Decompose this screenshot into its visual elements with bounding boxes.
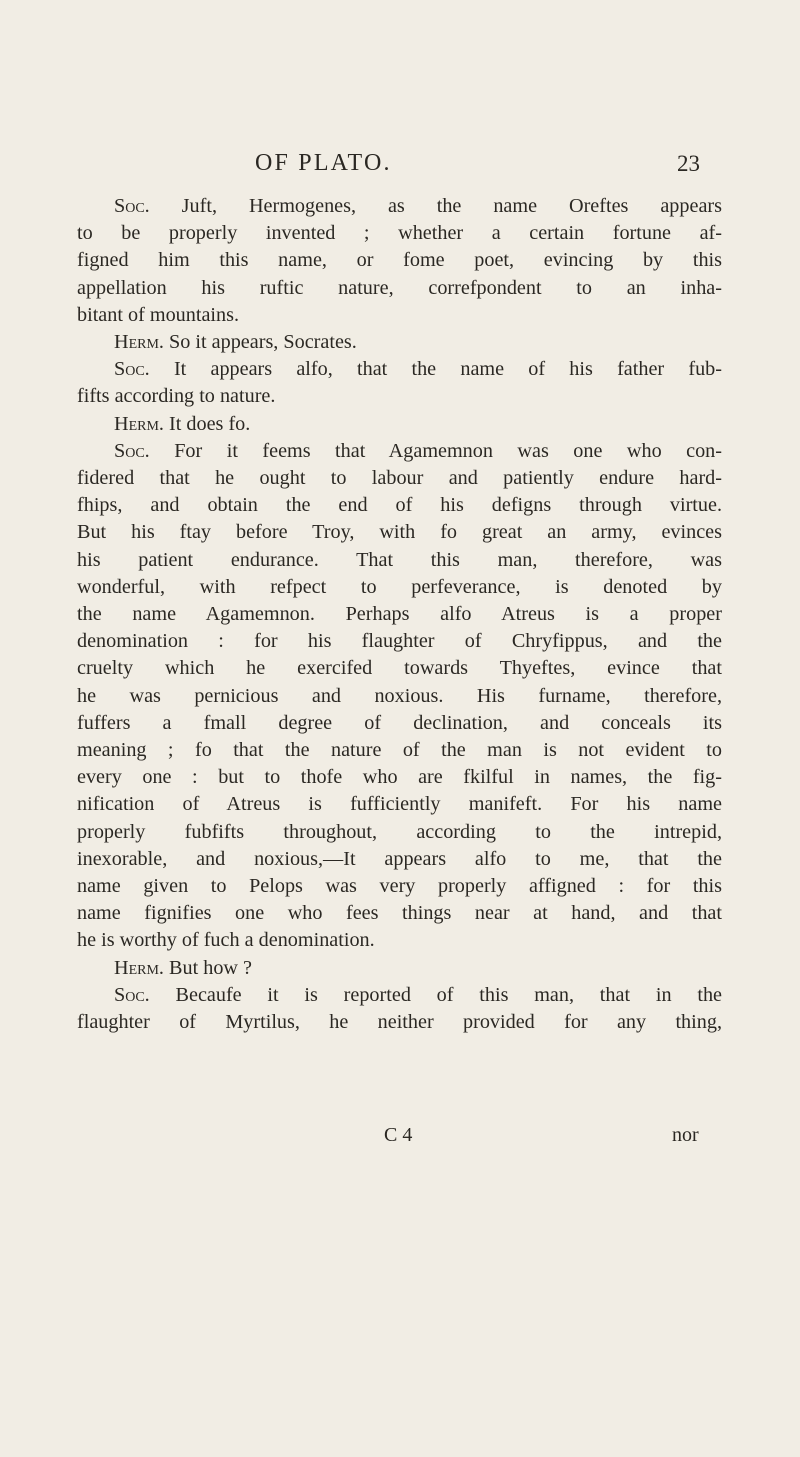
text-line: appellation his ruftic nature, correfpondent to an inha- bbox=[77, 276, 722, 299]
signature-mark: C 4 bbox=[384, 1124, 413, 1146]
speaker-label: Herm. bbox=[114, 956, 164, 979]
text-line: nification of Atreus is fufficiently manifeft. For his name bbox=[77, 793, 722, 816]
speaker-label: Soc. bbox=[114, 195, 150, 217]
text-line: fhips, and obtain the end of his defigns through virtue. bbox=[77, 494, 722, 517]
text-line: fifts according to nature. bbox=[77, 385, 276, 408]
speaker-label: Herm. bbox=[114, 412, 164, 435]
text-line: denomination : for his flaughter of Chryfippus, and the bbox=[77, 630, 722, 653]
text-line: meaning ; fo that the nature of the man is not evident to bbox=[77, 739, 722, 762]
text-line: name fignifies one who fees things near at hand, and that bbox=[77, 902, 722, 925]
text-line: the name Agamemnon. Perhaps alfo Atreus is a proper bbox=[77, 603, 722, 626]
text-line: properly fubfifts throughout, according to the intrepid, bbox=[77, 820, 722, 843]
text-line: flaughter of Myrtilus, he neither provided for any thing, bbox=[77, 1011, 722, 1034]
text-line: Soc. It appears alfo, that the name of his father fub- bbox=[114, 358, 722, 381]
text-line: wonderful, with refpect to perfeverance, is denoted by bbox=[77, 575, 722, 598]
body-text bbox=[77, 193, 722, 1036]
speaker-label: Soc. bbox=[114, 983, 150, 1006]
catchword: nor bbox=[672, 1124, 699, 1146]
text-line: cruelty which he exercifed towards Thyeftes, evince that bbox=[77, 657, 722, 680]
text-line: Herm. But how ? bbox=[114, 956, 253, 979]
text-line: every one : but to thofe who are fkilful in names, the fig- bbox=[77, 766, 722, 789]
text-line: Soc. Juft, Hermogenes, as the name Oreftes appears bbox=[114, 195, 722, 217]
speaker-label: Herm. bbox=[114, 331, 164, 354]
text-line: his patient endurance. That this man, therefore, was bbox=[77, 548, 722, 571]
text-line: he is worthy of fuch a denomination. bbox=[77, 929, 375, 952]
text-line: fidered that he ought to labour and patiently endure hard- bbox=[77, 467, 722, 490]
text-line: he was pernicious and noxious. His furname, therefore, bbox=[77, 684, 722, 707]
text-line: But his ftay before Troy, with fo great an army, evinces bbox=[77, 521, 722, 544]
text-line: Herm. It does fo. bbox=[114, 412, 251, 435]
speaker-label: Soc. bbox=[114, 358, 150, 381]
text-line: Herm. So it appears, Socrates. bbox=[114, 331, 357, 354]
running-title: OF PLATO. bbox=[255, 150, 392, 176]
running-head bbox=[0, 150, 800, 184]
speaker-label: Soc. bbox=[114, 439, 150, 462]
text-line: to be properly invented ; whether a certain fortune af- bbox=[77, 222, 722, 245]
text-line: name given to Pelops was very properly affigned : for this bbox=[77, 875, 722, 898]
text-line: bitant of mountains. bbox=[77, 303, 240, 326]
page-footer bbox=[0, 1124, 800, 1154]
text-line: Soc. Becaufe it is reported of this man, that in the bbox=[114, 983, 722, 1006]
text-line: inexorable, and noxious,—It appears alfo to me, that the bbox=[77, 847, 722, 870]
text-line: Soc. For it feems that Agamemnon was one who con- bbox=[114, 439, 722, 462]
page-number: 23 bbox=[677, 151, 700, 176]
text-line: figned him this name, or fome poet, evincing by this bbox=[77, 249, 722, 272]
text-line: fuffers a fmall degree of declination, and conceals its bbox=[77, 711, 722, 734]
